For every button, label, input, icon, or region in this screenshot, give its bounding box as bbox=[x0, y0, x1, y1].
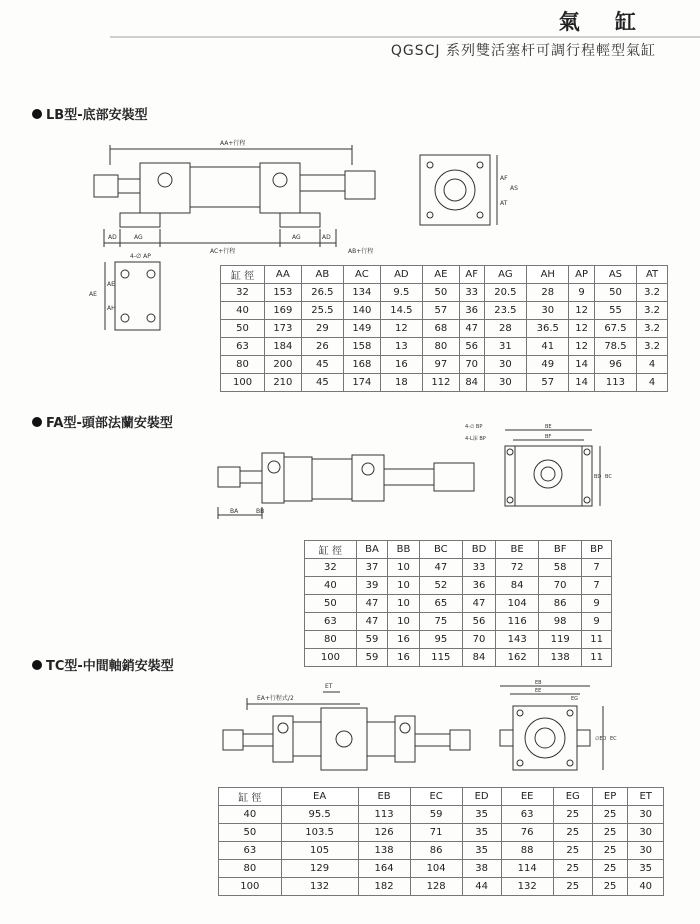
table-cell: 35 bbox=[628, 860, 664, 878]
fa-dimension-table bbox=[304, 540, 612, 667]
table-cell: 39 bbox=[356, 577, 387, 595]
dim-be: BE bbox=[545, 424, 552, 430]
table-cell: 63 bbox=[221, 338, 265, 356]
table-cell: 50 bbox=[594, 284, 636, 302]
table-cell: 86 bbox=[410, 842, 462, 860]
fa-flange-end-view-drawing bbox=[460, 418, 630, 518]
table-cell: 164 bbox=[358, 860, 410, 878]
dim-ec: EC bbox=[610, 736, 617, 742]
lb-end-view-drawing bbox=[415, 150, 525, 240]
table-cell: 173 bbox=[265, 320, 302, 338]
table-cell: 3.2 bbox=[637, 338, 668, 356]
dim-ee: EE bbox=[535, 688, 542, 694]
dim-bf: BF bbox=[545, 434, 552, 440]
table-cell: 20.5 bbox=[484, 284, 526, 302]
table-cell: 25 bbox=[553, 824, 592, 842]
table-cell: 59 bbox=[410, 806, 462, 824]
table-cell: 16 bbox=[388, 649, 420, 667]
table-cell: 30 bbox=[628, 806, 664, 824]
table-row bbox=[221, 320, 668, 338]
table-cell: 30 bbox=[527, 302, 569, 320]
dim-bc: BC bbox=[605, 474, 612, 480]
dim-ae-side: AE bbox=[89, 291, 97, 298]
table-cell: 126 bbox=[358, 824, 410, 842]
table-cell: 25 bbox=[553, 860, 592, 878]
dim-ea: EA+行程式/2 bbox=[257, 695, 294, 702]
table-cell: 116 bbox=[496, 613, 539, 631]
table-cell: 28 bbox=[527, 284, 569, 302]
table-cell: 113 bbox=[594, 374, 636, 392]
table-header-row bbox=[219, 788, 664, 806]
table-cell: 100 bbox=[221, 374, 265, 392]
table-cell: 36 bbox=[462, 577, 495, 595]
table-cell: 143 bbox=[496, 631, 539, 649]
table-row bbox=[219, 824, 664, 842]
table-row bbox=[305, 595, 612, 613]
table-cell: 14.5 bbox=[380, 302, 422, 320]
table-cell: 38 bbox=[462, 860, 501, 878]
table-cell: 16 bbox=[388, 631, 420, 649]
table-cell: 35 bbox=[462, 824, 501, 842]
table-header-cell: ED bbox=[462, 788, 501, 806]
table-header-cell: 缸 徑 bbox=[221, 266, 265, 284]
table-cell: 67.5 bbox=[594, 320, 636, 338]
table-cell: 80 bbox=[221, 356, 265, 374]
table-cell: 55 bbox=[594, 302, 636, 320]
table-cell: 182 bbox=[358, 878, 410, 896]
table-cell: 78.5 bbox=[594, 338, 636, 356]
tc-dimension-table bbox=[218, 787, 664, 896]
table-cell: 59 bbox=[356, 631, 387, 649]
table-row bbox=[221, 302, 668, 320]
table-cell: 97 bbox=[423, 356, 460, 374]
table-cell: 25 bbox=[592, 806, 628, 824]
table-header-cell: BC bbox=[419, 541, 462, 559]
table-cell: 138 bbox=[539, 649, 582, 667]
table-cell: 25 bbox=[592, 878, 628, 896]
table-cell: 12 bbox=[569, 338, 594, 356]
table-header-cell: AT bbox=[637, 266, 668, 284]
table-header-cell: AC bbox=[344, 266, 381, 284]
table-cell: 40 bbox=[305, 577, 357, 595]
table-cell: 134 bbox=[344, 284, 381, 302]
table-cell: 40 bbox=[219, 806, 282, 824]
dim-af: AF bbox=[500, 175, 508, 182]
table-cell: 25 bbox=[592, 860, 628, 878]
table-cell: 35 bbox=[462, 806, 501, 824]
table-cell: 115 bbox=[419, 649, 462, 667]
table-cell: 9 bbox=[582, 595, 612, 613]
table-cell: 112 bbox=[423, 374, 460, 392]
section-tc-heading bbox=[32, 655, 174, 674]
table-cell: 40 bbox=[628, 878, 664, 896]
table-cell: 23.5 bbox=[484, 302, 526, 320]
table-cell: 12 bbox=[380, 320, 422, 338]
table-cell: 84 bbox=[459, 374, 484, 392]
table-cell: 168 bbox=[344, 356, 381, 374]
header-rule bbox=[110, 36, 700, 38]
table-cell: 140 bbox=[344, 302, 381, 320]
dim-ab: AB+行程 bbox=[348, 248, 374, 255]
table-cell: 35 bbox=[462, 842, 501, 860]
dim-ag-right: AG bbox=[292, 234, 301, 241]
table-cell: 31 bbox=[484, 338, 526, 356]
table-cell: 50 bbox=[219, 824, 282, 842]
dim-eb: EB bbox=[535, 680, 542, 686]
table-cell: 7 bbox=[582, 577, 612, 595]
table-row bbox=[219, 878, 664, 896]
table-cell: 7 bbox=[582, 559, 612, 577]
table-cell: 129 bbox=[281, 860, 358, 878]
table-cell: 50 bbox=[423, 284, 460, 302]
table-cell: 3.2 bbox=[637, 284, 668, 302]
catalog-subtitle: QGSCJ 系列雙活塞杆可調行程輕型氣缸 bbox=[390, 43, 656, 59]
dim-ag-left: AG bbox=[134, 234, 143, 241]
table-cell: 32 bbox=[221, 284, 265, 302]
table-cell: 47 bbox=[356, 613, 387, 631]
table-header-cell: BD bbox=[462, 541, 495, 559]
table-cell: 33 bbox=[459, 284, 484, 302]
table-cell: 153 bbox=[265, 284, 302, 302]
section-fa-heading bbox=[32, 412, 173, 431]
section-tc-title: TC型-中間軸銷安裝型 bbox=[46, 659, 174, 674]
table-cell: 210 bbox=[265, 374, 302, 392]
table-cell: 63 bbox=[305, 613, 357, 631]
table-cell: 103.5 bbox=[281, 824, 358, 842]
table-cell: 84 bbox=[462, 649, 495, 667]
dim-at: AT bbox=[500, 200, 508, 207]
table-cell: 32 bbox=[305, 559, 357, 577]
table-header-cell: EE bbox=[501, 788, 553, 806]
table-cell: 47 bbox=[419, 559, 462, 577]
table-cell: 25 bbox=[553, 842, 592, 860]
table-cell: 12 bbox=[569, 302, 594, 320]
table-cell: 10 bbox=[388, 559, 420, 577]
dim-ac: AC+行程 bbox=[210, 248, 236, 255]
bullet-icon bbox=[32, 660, 42, 670]
table-row bbox=[221, 338, 668, 356]
table-cell: 100 bbox=[305, 649, 357, 667]
table-cell: 10 bbox=[388, 595, 420, 613]
table-cell: 72 bbox=[496, 559, 539, 577]
table-header-cell: EG bbox=[553, 788, 592, 806]
dim-aa: AA+行程 bbox=[220, 140, 246, 147]
dim-bd: BD bbox=[594, 474, 602, 480]
table-row bbox=[305, 613, 612, 631]
table-cell: 56 bbox=[459, 338, 484, 356]
table-cell: 37 bbox=[356, 559, 387, 577]
table-cell: 33 bbox=[462, 559, 495, 577]
table-cell: 70 bbox=[539, 577, 582, 595]
table-cell: 80 bbox=[423, 338, 460, 356]
dim-ad-right: AD bbox=[322, 234, 331, 241]
table-cell: 71 bbox=[410, 824, 462, 842]
table-cell: 45 bbox=[301, 356, 343, 374]
table-cell: 149 bbox=[344, 320, 381, 338]
dim-eg: EG bbox=[571, 696, 579, 702]
table-header-cell: AG bbox=[484, 266, 526, 284]
table-cell: 56 bbox=[462, 613, 495, 631]
dim-ap: 4-∅ AP bbox=[130, 253, 151, 260]
table-cell: 100 bbox=[219, 878, 282, 896]
table-cell: 9 bbox=[582, 613, 612, 631]
table-cell: 30 bbox=[484, 356, 526, 374]
table-header-cell: AH bbox=[527, 266, 569, 284]
table-cell: 25 bbox=[592, 824, 628, 842]
table-cell: 10 bbox=[388, 613, 420, 631]
lb-dimension-table bbox=[220, 265, 668, 392]
table-cell: 18 bbox=[380, 374, 422, 392]
table-row bbox=[305, 631, 612, 649]
table-cell: 10 bbox=[388, 577, 420, 595]
table-cell: 200 bbox=[265, 356, 302, 374]
table-header-cell: EA bbox=[281, 788, 358, 806]
table-row bbox=[219, 842, 664, 860]
table-cell: 98 bbox=[539, 613, 582, 631]
table-cell: 11 bbox=[582, 649, 612, 667]
table-cell: 58 bbox=[539, 559, 582, 577]
dim-ae: AE bbox=[107, 281, 115, 288]
lb-foot-plate-drawing bbox=[85, 250, 175, 335]
table-cell: 36.5 bbox=[527, 320, 569, 338]
table-cell: 128 bbox=[410, 878, 462, 896]
table-cell: 86 bbox=[539, 595, 582, 613]
table-cell: 11 bbox=[582, 631, 612, 649]
table-cell: 25 bbox=[553, 806, 592, 824]
dim-bp2: 4-L深 BP bbox=[465, 436, 486, 442]
tc-cylinder-drawing bbox=[215, 680, 495, 780]
table-header-cell: AD bbox=[380, 266, 422, 284]
table-cell: 47 bbox=[356, 595, 387, 613]
table-row bbox=[219, 806, 664, 824]
table-cell: 52 bbox=[419, 577, 462, 595]
table-cell: 68 bbox=[423, 320, 460, 338]
table-row bbox=[221, 356, 668, 374]
tc-end-view-drawing bbox=[495, 678, 635, 778]
table-cell: 119 bbox=[539, 631, 582, 649]
table-cell: 162 bbox=[496, 649, 539, 667]
table-header-cell: ET bbox=[628, 788, 664, 806]
table-header-cell: AS bbox=[594, 266, 636, 284]
lb-cylinder-drawing bbox=[80, 135, 410, 260]
table-row bbox=[221, 284, 668, 302]
table-cell: 80 bbox=[219, 860, 282, 878]
dim-ad-left: AD bbox=[108, 234, 117, 241]
bullet-icon bbox=[32, 109, 42, 119]
table-cell: 50 bbox=[221, 320, 265, 338]
table-cell: 28 bbox=[484, 320, 526, 338]
table-cell: 105 bbox=[281, 842, 358, 860]
table-cell: 25.5 bbox=[301, 302, 343, 320]
table-cell: 132 bbox=[501, 878, 553, 896]
table-cell: 57 bbox=[423, 302, 460, 320]
table-cell: 174 bbox=[344, 374, 381, 392]
table-header-cell: AE bbox=[423, 266, 460, 284]
table-header-cell: BP bbox=[582, 541, 612, 559]
dim-ah: AH bbox=[107, 305, 116, 312]
table-cell: 104 bbox=[410, 860, 462, 878]
table-row bbox=[305, 649, 612, 667]
table-header-cell: 缸 徑 bbox=[219, 788, 282, 806]
table-cell: 41 bbox=[527, 338, 569, 356]
table-cell: 13 bbox=[380, 338, 422, 356]
table-cell: 63 bbox=[501, 806, 553, 824]
table-cell: 88 bbox=[501, 842, 553, 860]
table-cell: 138 bbox=[358, 842, 410, 860]
table-cell: 95 bbox=[419, 631, 462, 649]
table-cell: 3.2 bbox=[637, 320, 668, 338]
table-cell: 63 bbox=[219, 842, 282, 860]
dim-as: AS bbox=[510, 185, 518, 192]
table-cell: 84 bbox=[496, 577, 539, 595]
table-cell: 169 bbox=[265, 302, 302, 320]
table-cell: 4 bbox=[637, 374, 668, 392]
table-header-cell: EC bbox=[410, 788, 462, 806]
section-fa-title: FA型-頭部法蘭安裝型 bbox=[46, 416, 173, 431]
table-header-row bbox=[221, 266, 668, 284]
table-cell: 114 bbox=[501, 860, 553, 878]
table-cell: 9.5 bbox=[380, 284, 422, 302]
table-row bbox=[219, 860, 664, 878]
table-cell: 12 bbox=[569, 320, 594, 338]
table-cell: 3.2 bbox=[637, 302, 668, 320]
table-cell: 14 bbox=[569, 374, 594, 392]
bullet-icon bbox=[32, 417, 42, 427]
table-cell: 26 bbox=[301, 338, 343, 356]
table-row bbox=[221, 374, 668, 392]
table-cell: 57 bbox=[527, 374, 569, 392]
table-header-cell: BA bbox=[356, 541, 387, 559]
table-cell: 75 bbox=[419, 613, 462, 631]
fa-cylinder-drawing bbox=[210, 445, 500, 525]
table-cell: 113 bbox=[358, 806, 410, 824]
table-cell: 50 bbox=[305, 595, 357, 613]
table-cell: 30 bbox=[628, 824, 664, 842]
dim-ba: BA bbox=[230, 508, 239, 515]
table-cell: 25 bbox=[592, 842, 628, 860]
table-cell: 104 bbox=[496, 595, 539, 613]
table-header-cell: 缸 徑 bbox=[305, 541, 357, 559]
table-cell: 9 bbox=[569, 284, 594, 302]
table-cell: 158 bbox=[344, 338, 381, 356]
dim-ed: ∅ED bbox=[595, 736, 607, 742]
table-cell: 76 bbox=[501, 824, 553, 842]
table-cell: 30 bbox=[628, 842, 664, 860]
table-header-cell: BE bbox=[496, 541, 539, 559]
table-header-cell: EB bbox=[358, 788, 410, 806]
table-cell: 95.5 bbox=[281, 806, 358, 824]
table-cell: 36 bbox=[459, 302, 484, 320]
table-cell: 47 bbox=[462, 595, 495, 613]
dim-et: ET bbox=[325, 683, 333, 690]
table-header-cell: AA bbox=[265, 266, 302, 284]
table-cell: 29 bbox=[301, 320, 343, 338]
table-cell: 16 bbox=[380, 356, 422, 374]
table-cell: 70 bbox=[459, 356, 484, 374]
table-cell: 45 bbox=[301, 374, 343, 392]
table-cell: 80 bbox=[305, 631, 357, 649]
table-cell: 47 bbox=[459, 320, 484, 338]
section-lb-heading bbox=[32, 104, 148, 123]
section-lb-title: LB型-底部安裝型 bbox=[46, 108, 148, 123]
table-cell: 184 bbox=[265, 338, 302, 356]
table-cell: 30 bbox=[484, 374, 526, 392]
table-cell: 14 bbox=[569, 356, 594, 374]
table-cell: 96 bbox=[594, 356, 636, 374]
table-header-cell: AB bbox=[301, 266, 343, 284]
table-cell: 40 bbox=[221, 302, 265, 320]
table-row bbox=[305, 577, 612, 595]
table-row bbox=[305, 559, 612, 577]
table-header-cell: AF bbox=[459, 266, 484, 284]
table-cell: 65 bbox=[419, 595, 462, 613]
table-header-cell: EP bbox=[592, 788, 628, 806]
table-header-row bbox=[305, 541, 612, 559]
table-header-cell: BB bbox=[388, 541, 420, 559]
table-cell: 44 bbox=[462, 878, 501, 896]
table-header-cell: AP bbox=[569, 266, 594, 284]
catalog-title: 氣 缸 bbox=[558, 10, 650, 34]
table-cell: 25 bbox=[553, 878, 592, 896]
table-cell: 26.5 bbox=[301, 284, 343, 302]
table-cell: 132 bbox=[281, 878, 358, 896]
table-header-cell: BF bbox=[539, 541, 582, 559]
dim-bp1: 4-∅ BP bbox=[465, 424, 483, 430]
dim-bb: BB bbox=[256, 508, 265, 515]
table-cell: 70 bbox=[462, 631, 495, 649]
table-cell: 59 bbox=[356, 649, 387, 667]
table-cell: 49 bbox=[527, 356, 569, 374]
table-cell: 4 bbox=[637, 356, 668, 374]
